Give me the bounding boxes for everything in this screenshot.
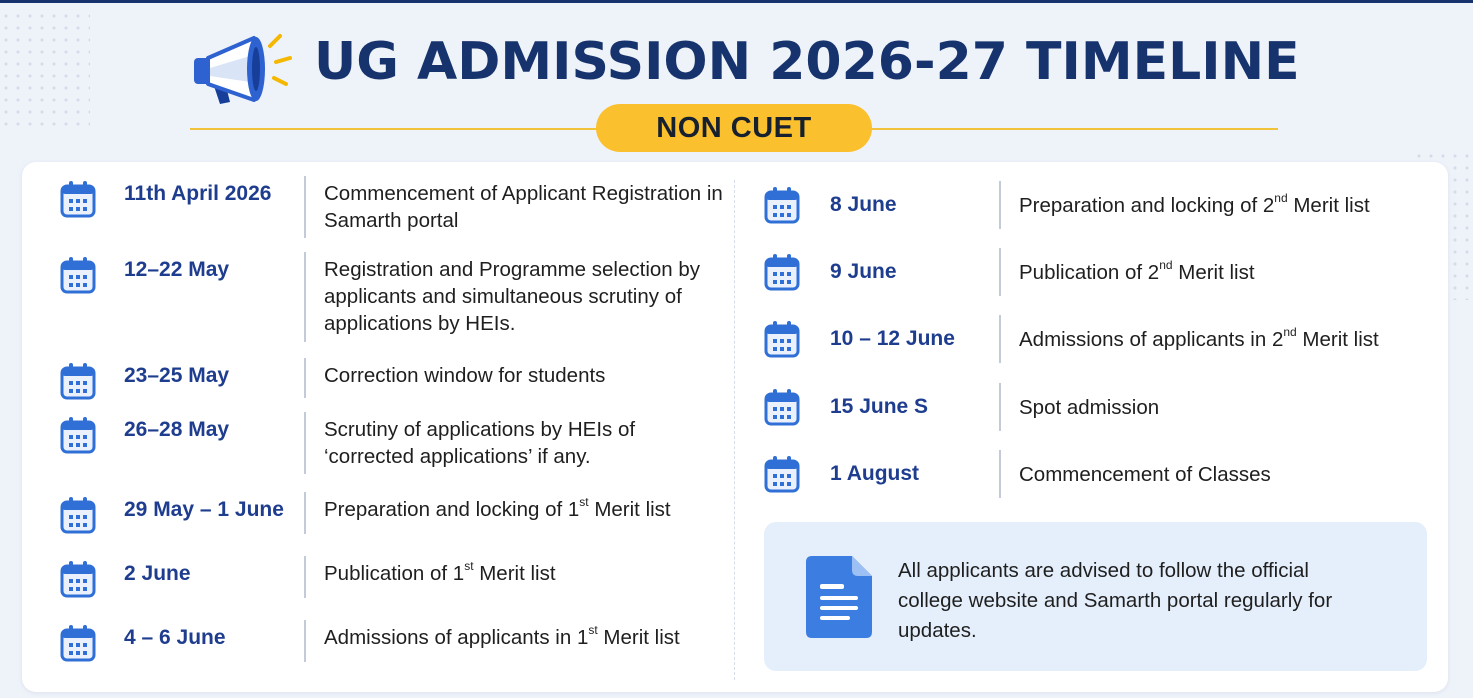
- calendar-icon: [764, 388, 800, 426]
- timeline-date: 15 June S: [830, 395, 929, 418]
- desc-text: Preparation and locking of 1: [324, 498, 580, 521]
- timeline-description: [324, 560, 724, 587]
- calendar-icon: [764, 253, 800, 291]
- column-separator: [734, 180, 735, 680]
- desc-text: Merit list: [473, 562, 556, 585]
- timeline-description: [324, 496, 724, 523]
- desc-text: Merit list: [1296, 328, 1379, 351]
- desc-text: Merit list: [588, 498, 671, 521]
- row-divider: [999, 450, 1001, 498]
- ordinal-suffix: nd: [1274, 191, 1288, 206]
- row-divider: [304, 176, 306, 238]
- page-title: UG ADMISSION 2026-27 TIMELINE: [314, 32, 1300, 92]
- timeline-date: 29 May – 1 June: [124, 498, 284, 521]
- timeline-description: Scrutiny of applications by HEIs of ‘corrected applications’ if any.: [324, 418, 636, 468]
- calendar-icon: [60, 416, 96, 454]
- row-divider: [304, 556, 306, 598]
- row-divider: [304, 358, 306, 398]
- calendar-icon: [60, 256, 96, 294]
- advisory-text: All applicants are advised to follow the official college website and Samarth portal regularly for updates.: [898, 559, 1333, 642]
- timeline-description: Commencement of Classes: [1019, 463, 1271, 486]
- divider-left: [190, 128, 600, 130]
- desc-text: Merit list: [1172, 261, 1255, 284]
- divider-right: [870, 128, 1278, 130]
- ordinal-suffix: st: [464, 559, 474, 574]
- timeline-date: 8 June: [830, 193, 897, 216]
- ordinal-suffix: nd: [1283, 325, 1297, 340]
- megaphone-icon: [190, 28, 295, 113]
- row-divider: [999, 383, 1001, 431]
- advisory-note: [764, 522, 1427, 671]
- top-border: [0, 0, 1473, 3]
- timeline-date: 2 June: [124, 562, 191, 585]
- timeline-description: Commencement of Applicant Registration in Samarth portal: [324, 182, 723, 232]
- calendar-icon: [60, 560, 96, 598]
- timeline-description: Correction window for students: [324, 364, 606, 387]
- timeline-date: 23–25 May: [124, 364, 230, 387]
- timeline-date: 1 August: [830, 462, 920, 485]
- non-cuet-badge: NON CUET: [596, 104, 872, 152]
- calendar-icon: [60, 362, 96, 400]
- timeline-description: [1019, 259, 1439, 286]
- row-divider: [304, 252, 306, 342]
- timeline-date: 9 June: [830, 260, 897, 283]
- header: [0, 18, 1473, 108]
- timeline-date: 4 – 6 June: [124, 626, 226, 649]
- timeline-date: 12–22 May: [124, 258, 230, 281]
- row-divider: [304, 620, 306, 662]
- desc-text: Admissions of applicants in 2: [1019, 328, 1284, 351]
- ordinal-suffix: st: [579, 495, 589, 510]
- desc-text: Merit list: [1287, 194, 1370, 217]
- timeline-description: [324, 624, 724, 651]
- ordinal-suffix: st: [588, 623, 598, 638]
- timeline-description: Registration and Programme selection by applicants and simultaneous scrutiny of applications by HEIs.: [324, 258, 701, 335]
- ordinal-suffix: nd: [1159, 258, 1173, 273]
- calendar-icon: [60, 624, 96, 662]
- desc-text: Publication of 2: [1019, 261, 1160, 284]
- row-divider: [304, 492, 306, 534]
- timeline-description: [1019, 192, 1439, 219]
- desc-text: Merit list: [597, 626, 680, 649]
- timeline-date: 26–28 May: [124, 418, 230, 441]
- calendar-icon: [764, 320, 800, 358]
- timeline-date: 11th April 2026: [124, 182, 272, 205]
- row-divider: [999, 181, 1001, 229]
- row-divider: [999, 315, 1001, 363]
- calendar-icon: [60, 180, 96, 218]
- desc-text: Preparation and locking of 2: [1019, 194, 1275, 217]
- timeline-description: [1019, 326, 1439, 353]
- calendar-icon: [764, 455, 800, 493]
- row-divider: [304, 412, 306, 474]
- desc-text: Admissions of applicants in 1: [324, 626, 589, 649]
- desc-text: Publication of 1: [324, 562, 465, 585]
- calendar-icon: [764, 186, 800, 224]
- timeline-description: Spot admission: [1019, 396, 1160, 419]
- document-icon: [806, 556, 874, 638]
- timeline-date: 10 – 12 June: [830, 327, 955, 350]
- row-divider: [999, 248, 1001, 296]
- calendar-icon: [60, 496, 96, 534]
